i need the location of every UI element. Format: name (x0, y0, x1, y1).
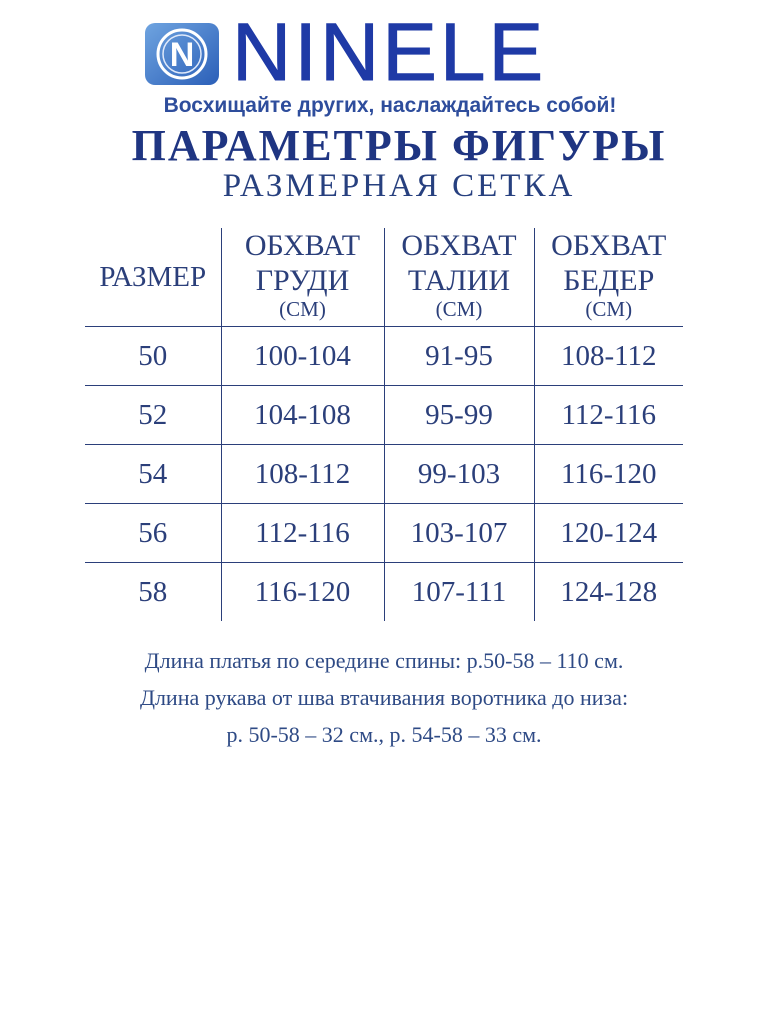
header-hips-line2: БЕДЕР (563, 264, 655, 297)
note-dress-length: Длина платья по середине спины: р.50-58 – 110 см. (144, 648, 624, 673)
table-row (85, 563, 683, 622)
cell-waist: 95-99 (384, 386, 534, 445)
cell-size: 50 (85, 327, 221, 386)
measurement-notes (0, 642, 768, 753)
header-hips-line1: ОБХВАТ (551, 229, 667, 262)
cell-chest: 108-112 (221, 445, 384, 504)
header-size: РАЗМЕР (99, 260, 207, 293)
size-chart-table (85, 228, 683, 621)
note-sleeve-values: р. 50-58 – 32 см., р. 54-58 – 33 см. (226, 722, 542, 747)
logo-letter: N (169, 36, 195, 74)
ninele-logo-icon (144, 22, 220, 86)
cell-size: 58 (85, 563, 221, 622)
header-waist-unit: (СМ) (435, 297, 483, 321)
cell-waist: 103-107 (384, 504, 534, 563)
brand-header (0, 7, 768, 118)
header-waist-line2: ТАЛИИ (407, 264, 511, 297)
cell-size: 54 (85, 445, 221, 504)
header-hips-unit: (СМ) (585, 297, 633, 321)
cell-size: 52 (85, 386, 221, 445)
cell-size: 56 (85, 504, 221, 563)
header-chest (221, 228, 384, 327)
cell-chest: 112-116 (221, 504, 384, 563)
cell-hips: 112-116 (534, 386, 683, 445)
brand-slogan: Восхищайте других, наслаждайтесь собой! (163, 94, 617, 117)
cell-waist: 99-103 (384, 445, 534, 504)
note-sleeve-length: Длина рукава от шва втачивания воротника до низа: (139, 685, 629, 710)
page-title: ПАРАМЕТРЫ ФИГУРЫ (131, 121, 667, 170)
cell-hips: 120-124 (534, 504, 683, 563)
cell-hips: 124-128 (534, 563, 683, 622)
table-row (85, 504, 683, 563)
table-row (85, 327, 683, 386)
header-waist-line1: ОБХВАТ (401, 229, 517, 262)
cell-chest: 100-104 (221, 327, 384, 386)
page-subtitle: РАЗМЕРНАЯ СЕТКА (222, 168, 576, 204)
table-row (85, 386, 683, 445)
header-chest-unit: (СМ) (279, 297, 326, 321)
cell-chest: 116-120 (221, 563, 384, 622)
brand-name: NINELE (232, 7, 547, 98)
cell-hips: 108-112 (534, 327, 683, 386)
header-chest-line2: ГРУДИ (255, 264, 350, 297)
cell-waist: 91-95 (384, 327, 534, 386)
header-chest-line1: ОБХВАТ (244, 229, 361, 262)
cell-waist: 107-111 (384, 563, 534, 622)
table-row (85, 445, 683, 504)
table-header-row (85, 228, 683, 327)
cell-hips: 116-120 (534, 445, 683, 504)
header-waist (384, 228, 534, 327)
cell-chest: 104-108 (221, 386, 384, 445)
header-hips (534, 228, 683, 327)
